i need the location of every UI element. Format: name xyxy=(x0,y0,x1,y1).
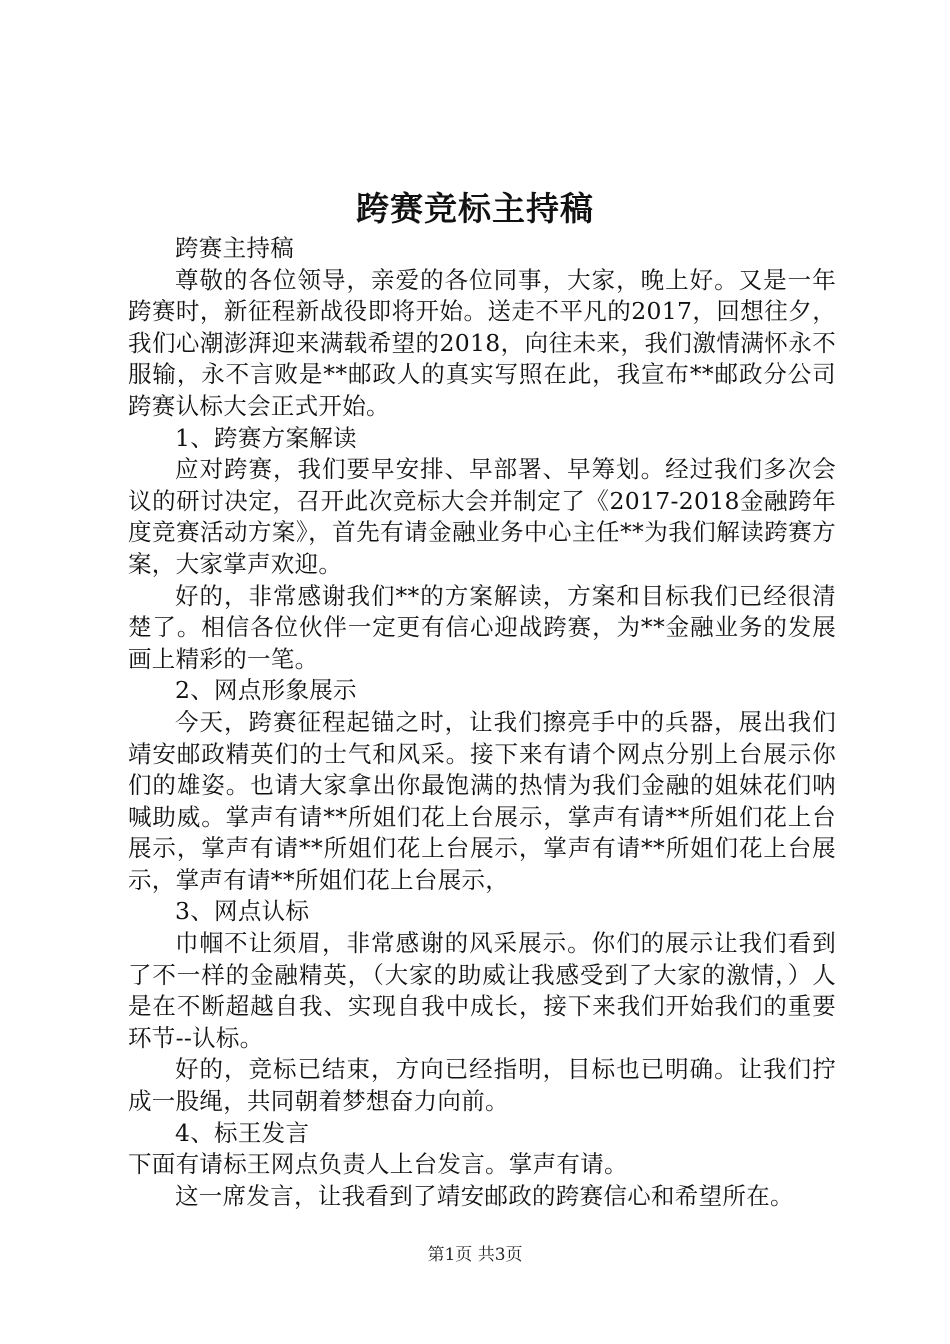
section-heading-3: 3、网点认标 xyxy=(175,897,310,926)
paragraph-section-2: 今天，跨赛征程起锚之时，让我们擦亮手中的兵器，展出我们靖安邮政精英们的士气和风采。接下来有请个网点分别上台展示你们的雄姿。也请大家拿出你最饱满的热情为我们金融的姐妹花们呐喊助威。掌声有请**所姐们花上台展示，掌声有请**所姐们花上台展示，掌声有请**所姐们花上台展示，掌声有请**所姐们花上台展示，掌声有请**所姐们花上台展示， xyxy=(128,707,836,894)
paragraph-section-1a: 应对跨赛，我们要早安排、早部署、早筹划。经过我们多次会议的研讨决定，召开此次竞标大会并制定了《2017-2018金融跨年度竞赛活动方案》，首先有请金融业务中心主任**为我们解读跨赛方案，大家掌声欢迎。 xyxy=(128,455,836,578)
paragraph-subtitle: 跨赛主持稿 xyxy=(175,234,294,262)
section-heading-2: 2、网点形象展示 xyxy=(175,676,357,705)
section-heading-4: 4、标王发言 xyxy=(175,1118,310,1147)
document-body xyxy=(128,233,836,1212)
paragraph-section-1b: 好的，非常感谢我们**的方案解读，方案和目标我们已经很清楚了。相信各位伙伴一定更有信心迎战跨赛，为**金融业务的发展画上精彩的一笔。 xyxy=(128,581,836,673)
paragraph-section-3b: 好的，竞标已结束，方向已经指明，目标也已明确。让我们拧成一股绳，共同朝着梦想奋力向前。 xyxy=(128,1055,836,1116)
section-heading-1: 1、跨赛方案解读 xyxy=(175,423,357,452)
paragraph-section-3a: 巾帼不让须眉，非常感谢的风采展示。你们的展示让我们看到了不一样的金融精英，（大家的助威让我感受到了大家的激情，）人是在不断超越自我、实现自我中成长，接下来我们开始我们的重要环节--认标。 xyxy=(128,929,836,1052)
paragraph-section-4b: 这一席发言，让我看到了靖安邮政的跨赛信心和希望所在。 xyxy=(175,1181,794,1210)
page-number-footer: 第1页 共3页 xyxy=(427,1245,523,1265)
paragraph-section-4a: 下面有请标王网点负责人上台发言。掌声有请。 xyxy=(128,1150,628,1179)
paragraph-opening: 尊敬的各位领导，亲爱的各位同事，大家，晚上好。又是一年跨赛时，新征程新战役即将开始。送走不平凡的2017，回想往夕，我们心潮澎湃迎来满载希望的2018，向往未来，我们激情满怀永不服输，永不言败是**邮政人的真实写照在此，我宣布**邮政分公司跨赛认标大会正式开始。 xyxy=(128,265,836,420)
document-title: 跨赛竞标主持稿 xyxy=(356,189,594,228)
